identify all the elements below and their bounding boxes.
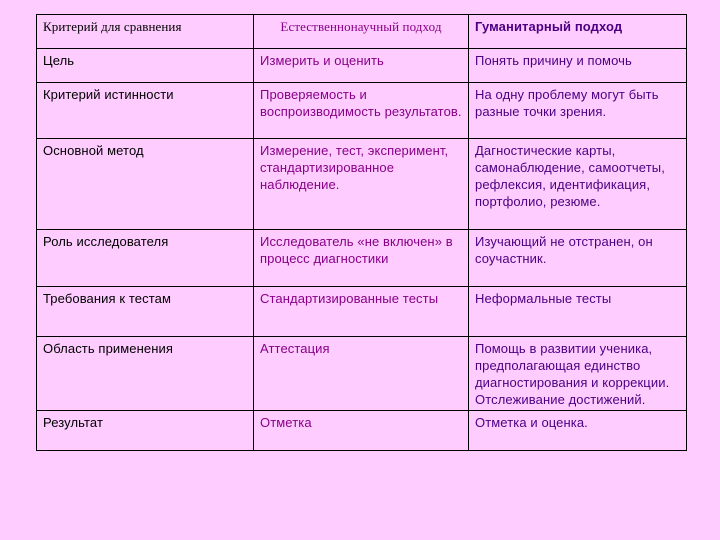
- criterion-cell: Роль исследователя: [37, 230, 254, 287]
- natural-cell: Проверяемость и воспроизводимость результатов.: [254, 83, 469, 139]
- humanitarian-cell: Неформальные тесты: [469, 287, 687, 337]
- criterion-cell: Основной метод: [37, 139, 254, 230]
- header-humanitarian-approach: Гуманитарный подход: [469, 15, 687, 49]
- table-row: [37, 230, 687, 287]
- humanitarian-cell: Изучающий не отстранен, он соучастник.: [469, 230, 687, 287]
- criterion-cell: Критерий истинности: [37, 83, 254, 139]
- header-row: [37, 15, 687, 49]
- humanitarian-cell: На одну проблему могут быть разные точки зрения.: [469, 83, 687, 139]
- table-row: [37, 83, 687, 139]
- humanitarian-cell: Помощь в развитии ученика, предполагающая единство диагностирования и коррекции. Отслеживание достижений.: [469, 337, 687, 411]
- table-row: [37, 287, 687, 337]
- humanitarian-cell: Отметка и оценка.: [469, 411, 687, 451]
- header-criterion: Критерий для сравнения: [37, 15, 254, 49]
- humanitarian-cell: Понять причину и помочь: [469, 49, 687, 83]
- natural-cell: Исследователь «не включен» в процесс диагностики: [254, 230, 469, 287]
- table-row: [37, 49, 687, 83]
- criterion-cell: Требования к тестам: [37, 287, 254, 337]
- table-row: [37, 337, 687, 411]
- comparison-table: [36, 14, 687, 451]
- natural-cell: Измерить и оценить: [254, 49, 469, 83]
- natural-cell: Аттестация: [254, 337, 469, 411]
- natural-cell: Отметка: [254, 411, 469, 451]
- table-row: [37, 411, 687, 451]
- criterion-cell: Область применения: [37, 337, 254, 411]
- natural-cell: Измерение, тест, эксперимент, стандартизированное наблюдение.: [254, 139, 469, 230]
- table-row: [37, 139, 687, 230]
- humanitarian-cell: Дагностические карты, самонаблюдение, самоотчеты, рефлексия, идентификация, портфолио, резюме.: [469, 139, 687, 230]
- criterion-cell: Результат: [37, 411, 254, 451]
- criterion-cell: Цель: [37, 49, 254, 83]
- natural-cell: Стандартизированные тесты: [254, 287, 469, 337]
- header-natural-approach: Естественнонаучный подход: [254, 15, 469, 49]
